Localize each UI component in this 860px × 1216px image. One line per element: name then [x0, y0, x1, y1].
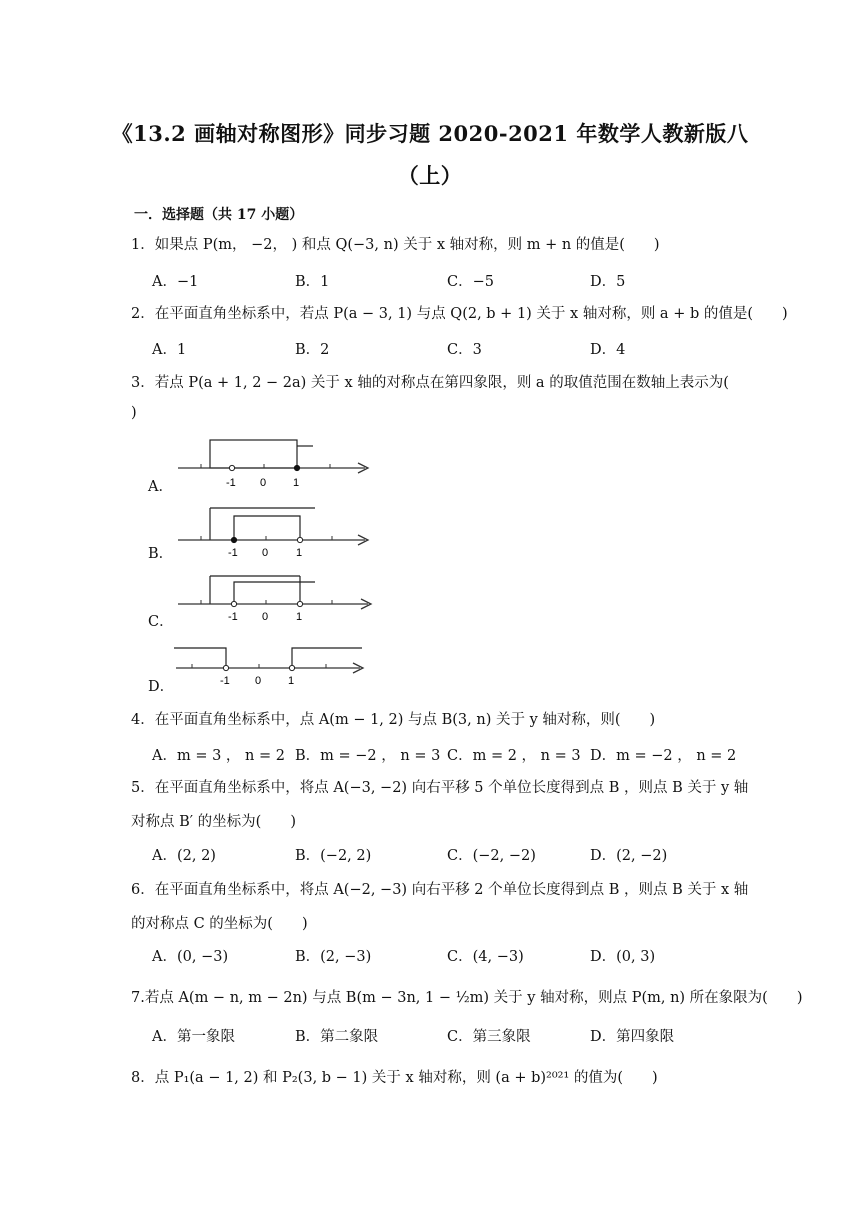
question-3-option-c[interactable]: C． [148, 614, 174, 630]
question-7-options [152, 1025, 772, 1045]
question-5-stem-continued: 对称点 B′ 的坐标为( ) [131, 814, 296, 830]
question-3-numberline-d[interactable] [170, 640, 380, 695]
tick-label-0: 0 [262, 547, 269, 559]
question-6-stem-continued: 的对称点 C 的坐标为( ) [131, 916, 308, 932]
question-1-option-b[interactable]: B．1 [295, 274, 330, 290]
question-6-stem: 6．在平面直角坐标系中，将点 A(−2, −3) 向右平移 2 个单位长度得到点 B ，则点 B 关于 x 轴 [131, 882, 749, 898]
tick-label-neg1: -1 [226, 477, 236, 489]
tick-label-1: 1 [296, 611, 303, 623]
question-4-option-a[interactable]: A．m = 3 ， n = 2 [152, 748, 285, 764]
question-7-option-c[interactable]: C．第三象限 [447, 1029, 531, 1045]
question-3-option-a[interactable]: A． [148, 479, 173, 495]
question-2-option-d[interactable]: D．4 [590, 342, 626, 358]
question-7-option-a[interactable]: A．第一象限 [152, 1029, 235, 1045]
question-5-option-c[interactable]: C．(−2, −2) [447, 848, 536, 864]
question-4-option-b[interactable]: B．m = −2 ， n = 3 [295, 748, 441, 764]
question-1-option-d[interactable]: D．5 [590, 274, 626, 290]
question-3-option-b[interactable]: B． [148, 546, 174, 562]
question-5-options [152, 844, 772, 864]
page-title: 《13.2 画轴对称图形》同步习题 2020-2021 年数学人教新版八 [111, 121, 749, 146]
question-2-options [152, 338, 772, 358]
question-3-numberline-a[interactable] [170, 434, 380, 494]
question-4-option-d[interactable]: D．m = −2 ， n = 2 [590, 748, 737, 764]
question-5-option-d[interactable]: D．(2, −2) [590, 848, 668, 864]
tick-label-neg1: -1 [220, 675, 230, 687]
question-2-stem: 2．在平面直角坐标系中，若点 P(a − 3, 1) 与点 Q(2, b + 1) 关于 x 轴对称，则 a + b 的值是( ) [131, 306, 788, 322]
question-7-option-d[interactable]: D．第四象限 [590, 1029, 675, 1045]
question-7-option-b[interactable]: B．第二象限 [295, 1029, 379, 1045]
question-6-option-d[interactable]: D．(0, 3) [590, 949, 656, 965]
question-1-options [152, 270, 772, 290]
question-3-numberline-b[interactable] [170, 502, 380, 562]
question-5-stem: 5．在平面直角坐标系中，将点 A(−3, −2) 向右平移 5 个单位长度得到点 B ，则点 B 关于 y 轴 [131, 780, 749, 796]
question-4-option-c[interactable]: C．m = 2 ， n = 3 [447, 748, 581, 764]
question-1-stem: 1．如果点 P(m， −2， ) 和点 Q(−3, n) 关于 x 轴对称，则 m + n 的值是( ) [131, 237, 660, 253]
question-4-options [152, 744, 772, 764]
tick-label-0: 0 [255, 675, 262, 687]
question-5-option-a[interactable]: A．(2, 2) [152, 848, 216, 864]
question-6-option-c[interactable]: C．(4, −3) [447, 949, 524, 965]
question-1-option-a[interactable]: A．−1 [152, 274, 199, 290]
section-heading: 一．选择题（共 17 小题） [134, 207, 304, 223]
question-2-option-a[interactable]: A．1 [152, 342, 187, 358]
question-8-stem: 8．点 P₁(a − 1, 2) 和 P₂(3, b − 1) 关于 x 轴对称，则 (a + b)²⁰²¹ 的值为( ) [131, 1070, 658, 1086]
question-6-options [152, 945, 772, 965]
tick-label-0: 0 [262, 611, 269, 623]
question-3-numberline-c[interactable] [170, 570, 380, 630]
question-3-stem-continued: ) [131, 405, 137, 421]
question-3-stem: 3．若点 P(a + 1, 2 − 2a) 关于 x 轴的对称点在第四象限，则 a 的取值范围在数轴上表示为( [131, 375, 729, 391]
question-3-option-d[interactable]: D． [148, 679, 175, 695]
page-title-continued: （上） [397, 163, 463, 188]
tick-label-1: 1 [296, 547, 303, 559]
question-2-option-c[interactable]: C．3 [447, 342, 482, 358]
question-4-stem: 4．在平面直角坐标系中，点 A(m − 1, 2) 与点 B(3, n) 关于 y 轴对称，则( ) [131, 712, 656, 728]
tick-label-1: 1 [293, 477, 300, 489]
question-2-option-b[interactable]: B．2 [295, 342, 330, 358]
question-1-option-c[interactable]: C．−5 [447, 274, 494, 290]
tick-label-neg1: -1 [228, 611, 238, 623]
question-5-option-b[interactable]: B．(−2, 2) [295, 848, 372, 864]
question-7-stem: 7.若点 A(m − n, m − 2n) 与点 B(m − 3n, 1 − ½m) 关于 y 轴对称，则点 P(m, n) 所在象限为( ) [131, 990, 803, 1006]
tick-label-0: 0 [260, 477, 267, 489]
question-6-option-b[interactable]: B．(2, −3) [295, 949, 372, 965]
tick-label-neg1: -1 [228, 547, 238, 559]
tick-label-1: 1 [288, 675, 295, 687]
question-6-option-a[interactable]: A．(0, −3) [152, 949, 229, 965]
